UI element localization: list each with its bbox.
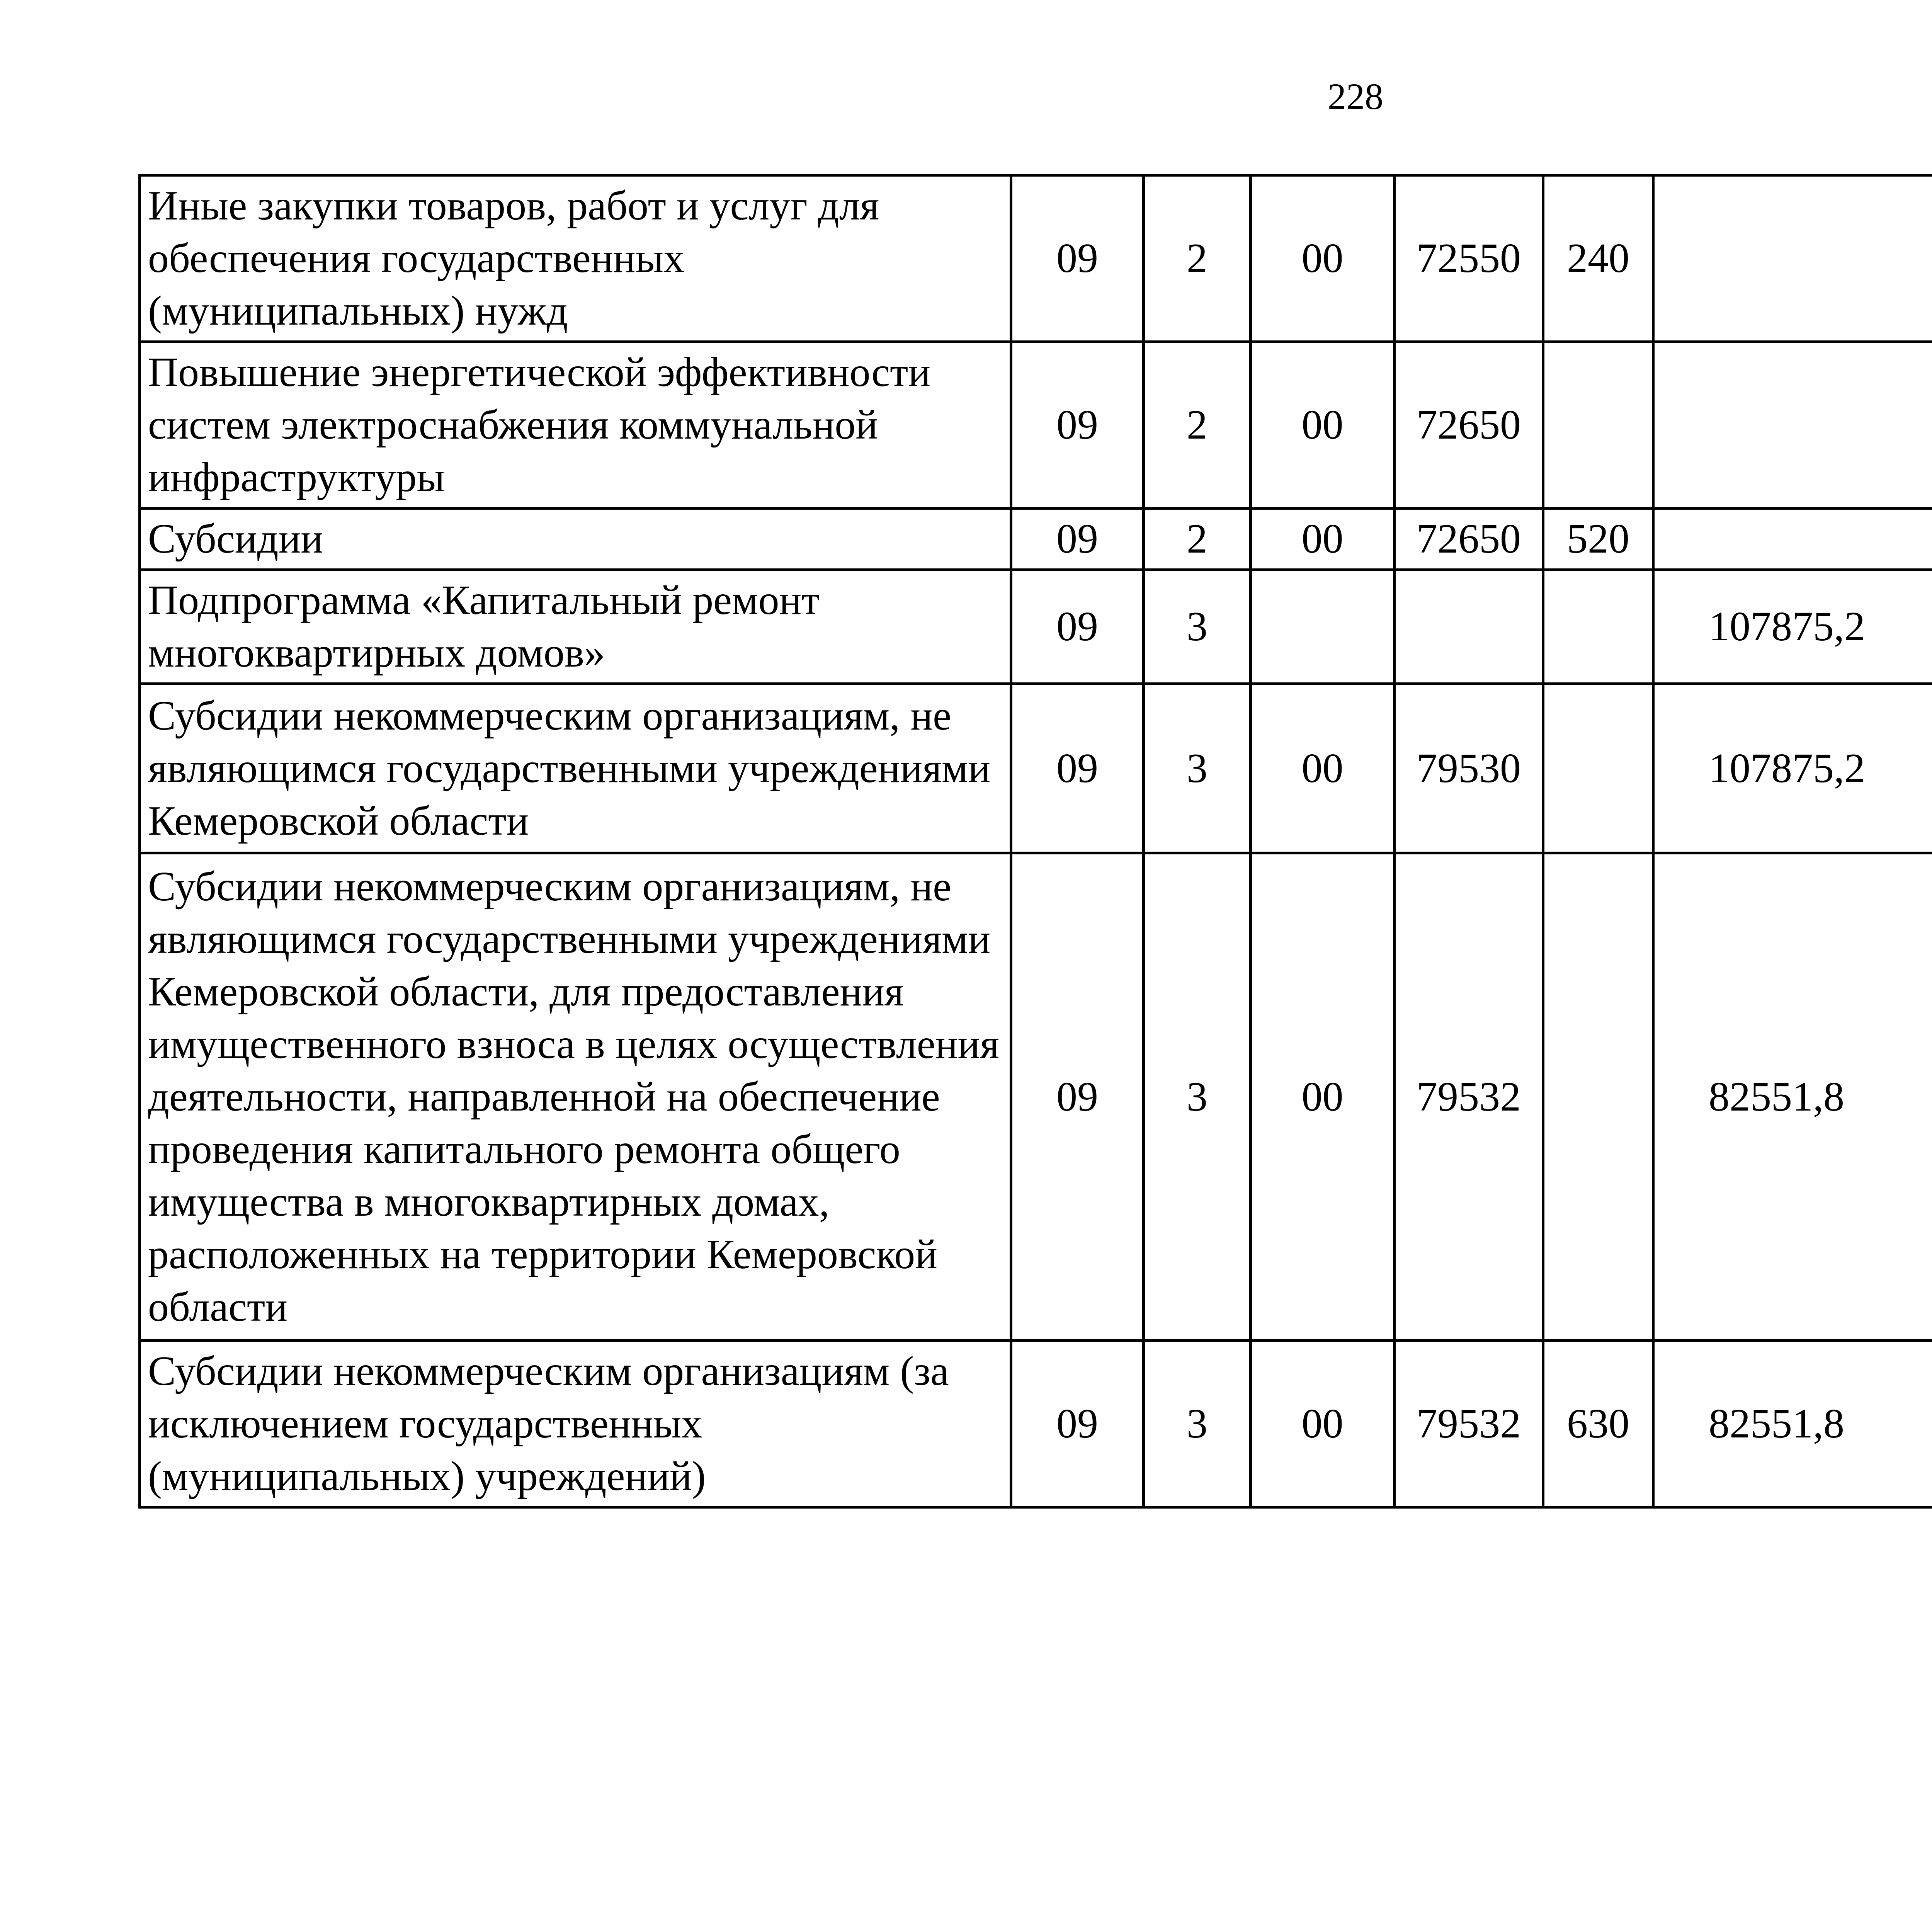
amount-year-1: 107875,2 xyxy=(1653,570,1932,684)
table-row xyxy=(140,509,1932,570)
subsection-code: 2 xyxy=(1144,509,1251,570)
target-article-code xyxy=(1395,570,1543,684)
page-number: 228 xyxy=(1328,76,1383,117)
amount-year-1: 107875,2 xyxy=(1653,684,1932,853)
table-row xyxy=(140,853,1932,1341)
section-code: 09 xyxy=(1011,853,1144,1341)
expense-type-code xyxy=(1543,342,1653,509)
row-description: Подпрограмма «Капитальный ремонт многоквартирных домов» xyxy=(140,570,1011,684)
expense-type-code: 240 xyxy=(1543,175,1653,342)
section-code: 09 xyxy=(1011,342,1144,509)
subsection-code: 3 xyxy=(1144,853,1251,1341)
program-code: 00 xyxy=(1251,509,1395,570)
table-row xyxy=(140,175,1932,342)
program-code: 00 xyxy=(1251,342,1395,509)
row-description: Иные закупки товаров, работ и услуг для обеспечения государственных (муниципальных) нужд xyxy=(140,175,1011,342)
expense-type-code xyxy=(1543,684,1653,853)
section-code: 09 xyxy=(1011,570,1144,684)
program-code xyxy=(1251,570,1395,684)
section-code: 09 xyxy=(1011,175,1144,342)
row-description: Повышение энергетической эффективности систем электроснабжения коммунальной инфраструктуры xyxy=(140,342,1011,509)
expense-type-code xyxy=(1543,853,1653,1341)
program-code: 00 xyxy=(1251,175,1395,342)
section-code: 09 xyxy=(1011,684,1144,853)
subsection-code: 3 xyxy=(1144,1341,1251,1507)
target-article-code: 72650 xyxy=(1395,509,1543,570)
expense-type-code: 520 xyxy=(1543,509,1653,570)
subsection-code: 3 xyxy=(1144,570,1251,684)
expense-type-code: 630 xyxy=(1543,1341,1653,1507)
table-row xyxy=(140,342,1932,509)
target-article-code: 72550 xyxy=(1395,175,1543,342)
amount-year-1: 82551,8 xyxy=(1653,853,1932,1341)
row-description: Субсидии некоммерческим организациям, не являющимся государственными учреждениями Кемеровской области xyxy=(140,684,1011,853)
subsection-code: 3 xyxy=(1144,684,1251,853)
subsection-code: 2 xyxy=(1144,342,1251,509)
section-code: 09 xyxy=(1011,509,1144,570)
table-row xyxy=(140,1341,1932,1507)
program-code: 00 xyxy=(1251,684,1395,853)
table-row xyxy=(140,684,1932,853)
target-article-code: 79532 xyxy=(1395,1341,1543,1507)
target-article-code: 79530 xyxy=(1395,684,1543,853)
program-code: 00 xyxy=(1251,853,1395,1341)
target-article-code: 79532 xyxy=(1395,853,1543,1341)
amount-year-1 xyxy=(1653,342,1932,509)
expense-type-code xyxy=(1543,570,1653,684)
table-row xyxy=(140,570,1932,684)
target-article-code: 72650 xyxy=(1395,342,1543,509)
amount-year-1 xyxy=(1653,175,1932,342)
row-description: Субсидии некоммерческим организациям (за исключением государственных (муниципальных) учреждений) xyxy=(140,1341,1011,1507)
amount-year-1 xyxy=(1653,509,1932,570)
section-code: 09 xyxy=(1011,1341,1144,1507)
budget-table xyxy=(138,174,1932,1509)
row-description: Субсидии xyxy=(140,509,1011,570)
program-code: 00 xyxy=(1251,1341,1395,1507)
amount-year-1: 82551,8 xyxy=(1653,1341,1932,1507)
row-description: Субсидии некоммерческим организациям, не являющимся государственными учреждениями Кемеровской области, для предоставления имущественного взноса в целях осуществления деятельности, направленной на обеспечение проведения капитального ремонта общего имущества в многоквартирных домах, расположенных на территории Кемеровской области xyxy=(140,853,1011,1341)
subsection-code: 2 xyxy=(1144,175,1251,342)
